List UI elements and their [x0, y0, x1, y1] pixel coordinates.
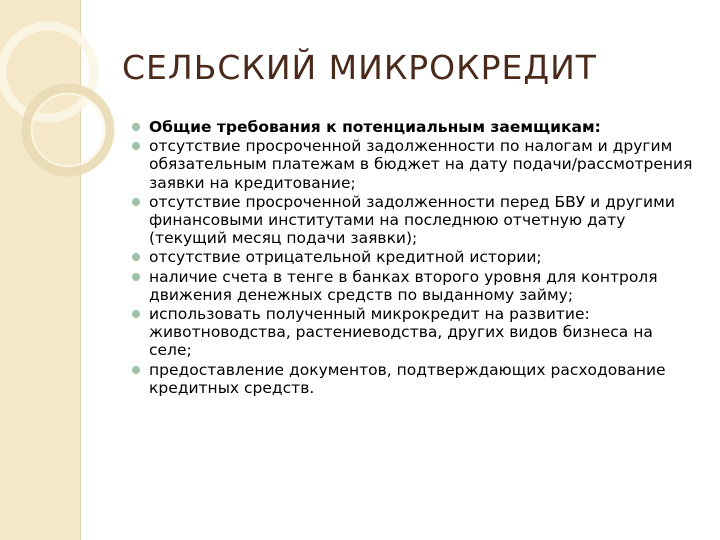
bullet-icon [132, 273, 140, 281]
bullet-item [130, 248, 700, 266]
bullet-list [130, 118, 700, 398]
slide-title: СЕЛЬСКИЙ МИКРОКРЕДИТ [122, 48, 597, 87]
bullet-icon [132, 198, 140, 206]
bullet-item [130, 193, 700, 248]
bullet-text: наличие счета в тенге в банках второго уровня для контроля движения денежных средств по выданному займу; [149, 267, 658, 304]
bullet-icon [132, 366, 140, 374]
bullet-icon [132, 253, 140, 261]
bullet-text: отсутствие просроченной задолженности перед БВУ и другими финансовыми институтами на последнюю отчетную дату (текущий месяц подачи заявки); [149, 192, 675, 248]
bullet-text: предоставление документов, подтверждающих расходование кредитных средств. [149, 360, 666, 397]
bullet-text: Общие требования к потенциальным заемщикам: [149, 118, 601, 136]
bullet-item [130, 361, 700, 397]
decorative-circles [0, 0, 120, 540]
bullet-item [130, 268, 700, 304]
bullet-icon [132, 142, 140, 150]
bullet-icon [132, 310, 140, 318]
bullet-item [130, 305, 700, 360]
bullet-text: отсутствие просроченной задолженности по налогам и другим обязательным платежам в бюджет на дату подачи/рассмотрения заявки на кредитование; [149, 137, 693, 192]
bullet-icon [132, 123, 140, 131]
bullet-text: отсутствие отрицательной кредитной истории; [149, 248, 542, 267]
bullet-text: использовать полученный микрокредит на развитие: животноводства, растениеводства, других видов бизнеса на селе; [149, 305, 653, 360]
bullet-item [130, 137, 700, 192]
bullet-item [130, 118, 700, 136]
